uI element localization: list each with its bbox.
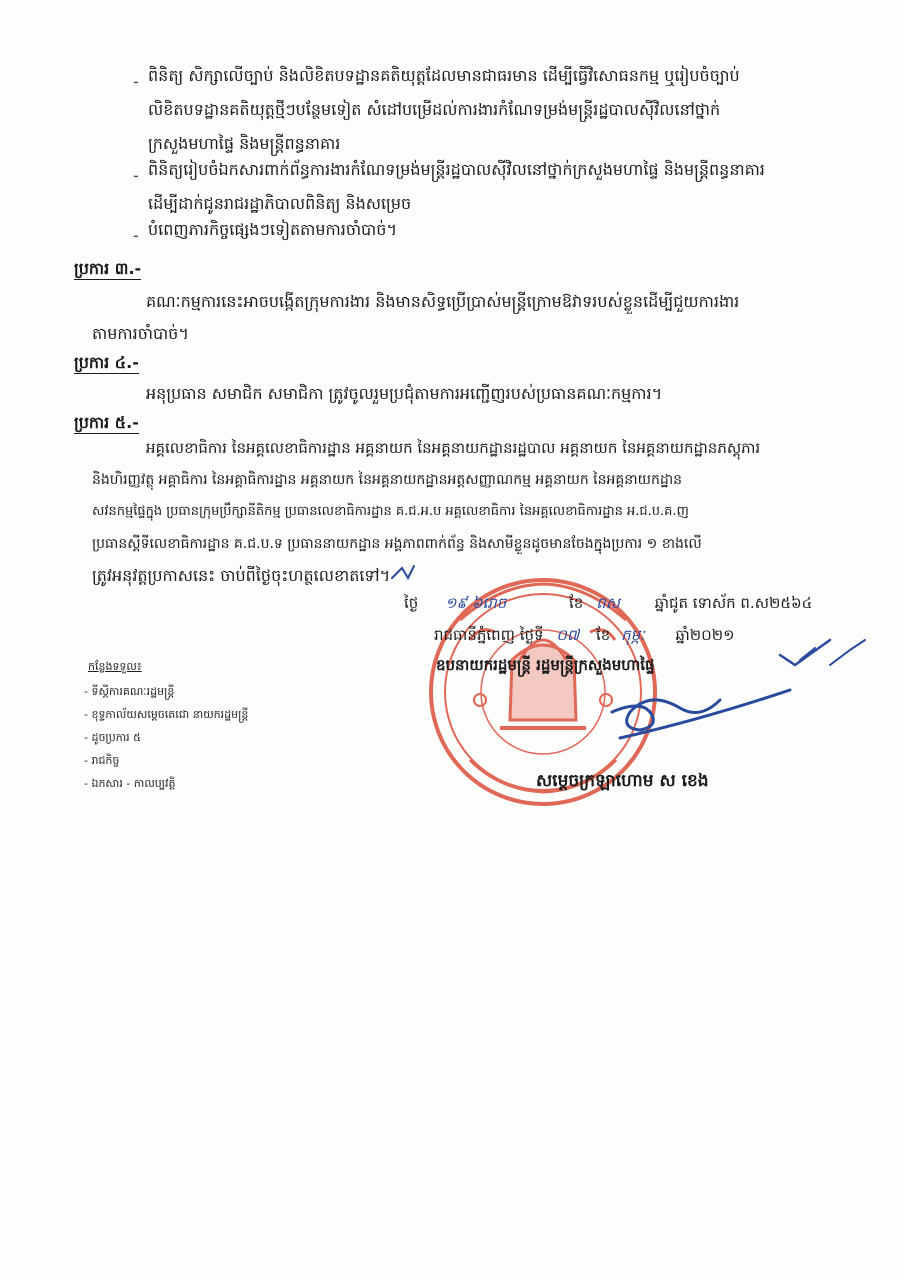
bullet-3-line-1: បំពេញភារកិច្ចផ្សេងៗទៀតតាមការចាំបាច់។ <box>148 220 397 239</box>
article-5-line-4: ប្រធានស្តីទីលេខាធិការដ្ឋាន គ.ជ.ប.ទ ប្រធាននាយកដ្ឋាន អង្គភាពពាក់ព័ន្ធ និងសាមីខ្លួនដូចមានចែងក្នុងប្រការ ១ ខាងលើ <box>92 536 702 552</box>
date-lunar-day: ១៩ ៦រោច <box>445 594 507 612</box>
cc-item: - ដូចប្រការ ៥ <box>84 731 141 744</box>
bullet-1-line-3: ក្រសួងមហាផ្ទៃ និងមន្ត្រីពន្ធនាគារ <box>148 134 341 153</box>
date-lunar-month-label: ខែ <box>569 594 584 612</box>
cc-item: - ខុទ្ទកាល័យសម្តេចតេជោ នាយករដ្ឋមន្ត្រី <box>84 708 249 721</box>
bullet-dash: - <box>133 226 139 245</box>
cc-item: - រាជកិច្ច <box>84 754 120 767</box>
article-5-line-5: ត្រូវអនុវត្តប្រកាសនេះ ចាប់ពីថ្ងៃចុះហត្ថលេខាតទៅ។ <box>92 566 391 585</box>
article-4-heading: ប្រការ ៤.- <box>74 353 139 372</box>
date-solar-prefix: រាជធានីភ្នំពេញ ថ្ងៃទី <box>434 626 544 644</box>
article-5-heading: ប្រការ ៥.- <box>74 413 139 432</box>
bullet-1-line-1: ពិនិត្យ សិក្សាលើច្បាប់ និងលិខិតបទដ្ឋានគតិយុត្តដែលមានជាធរមាន ដើម្បីធ្វើវិសោធនកម្ម ឬរៀបចំច្បាប់ <box>148 66 740 85</box>
cc-title: កន្លែងទទួល៖ <box>88 660 142 673</box>
bullet-dash: - <box>133 166 139 185</box>
date-solar-year: ឆ្នាំ២០២១ <box>675 626 735 644</box>
article-3-heading: ប្រការ ៣.- <box>74 259 142 278</box>
cc-item: - ទីស្តីការគណៈរដ្ឋមន្ត្រី <box>84 685 175 698</box>
date-solar-month-label: ខែ <box>596 626 611 644</box>
bullet-dash: - <box>133 72 139 91</box>
cc-item: - ឯកសារ - កាលប្បវត្តិ <box>84 777 176 790</box>
signer-name: សម្តេចក្រឡាហោម ស ខេង <box>536 771 709 791</box>
date-lunar-year: ឆ្នាំជូត ទោស័ក ព.ស២៥៦៤ <box>654 594 813 612</box>
article-5-line-3: សវនកម្មផ្ទៃក្នុង ប្រធានក្រុមប្រឹក្សានីតិកម្ម ប្រធានលេខាធិការដ្ឋាន គ.ជ.អ.ប អគ្គលេខាធិការ នៃអគ្គលេខាធិការដ្ឋាន អ.ជ.ប.គ.ញ <box>92 504 689 519</box>
article-3-line-1: គណៈកម្មការនេះអាចបង្កើតក្រុមការងារ និងមានសិទ្ធប្រើប្រាស់មន្ត្រីក្រោមឱវាទរបស់ខ្លួនដើម្បីជួយការងារ <box>146 292 740 311</box>
article-5-line-1: អគ្គលេខាធិការ នៃអគ្គលេខាធិការដ្ឋាន អគ្គនាយក នៃអគ្គនាយកដ្ឋានរដ្ឋបាល អគ្គនាយក នៃអគ្គនាយកដ្ឋានភស្តុភារ <box>146 439 761 457</box>
article-3-line-2: តាមការចាំបាច់។ <box>92 324 189 343</box>
signer-title: ឧបនាយករដ្ឋមន្ត្រី រដ្ឋមន្ត្រីក្រសួងមហាផ្ទៃ <box>436 656 655 674</box>
date-lunar-month: ពស <box>596 594 620 612</box>
article-5-line-2: និងហិរញ្ញវត្ថុ អគ្គាធិការ នៃអគ្គាធិការដ្ឋាន អគ្គនាយក នៃអគ្គនាយកដ្ឋានអត្តសញ្ញាណកម្ម អគ្គនាយក នៃអគ្គនាយកដ្ឋាន <box>92 472 683 488</box>
bullet-1-line-2: លិខិតបទដ្ឋានគតិយុត្តថ្មីៗបន្ថែមទៀត សំដៅបម្រើដល់ការងារកំណែទម្រង់មន្ត្រីរដ្ឋបាលស៊ីវិលនៅថ្នាក់ <box>148 100 721 119</box>
bullet-2-line-1: ពិនិត្យរៀបចំឯកសារពាក់ព័ន្ធការងារកំណែទម្រង់មន្ត្រីរដ្ឋបាលស៊ីវិលនៅថ្នាក់ក្រសួងមហាផ្ទៃ និងមន្ត្រីពន្ធនាគារ <box>148 160 765 179</box>
date-lunar-prefix: ថ្ងៃ <box>404 594 419 612</box>
date-solar-month: កុម្ភៈ <box>621 626 645 644</box>
article-4-line-1: អនុប្រធាន សមាជិក សមាជិកា ត្រូវចូលរួមប្រជុំតាមការអញ្ជើញរបស់ប្រធានគណៈកម្មការ។ <box>146 384 663 403</box>
date-solar-day: ០៧ <box>556 626 580 644</box>
bullet-2-line-2: ដើម្បីដាក់ជូនរាជរដ្ឋាភិបាលពិនិត្យ និងសម្រេច <box>148 194 412 213</box>
